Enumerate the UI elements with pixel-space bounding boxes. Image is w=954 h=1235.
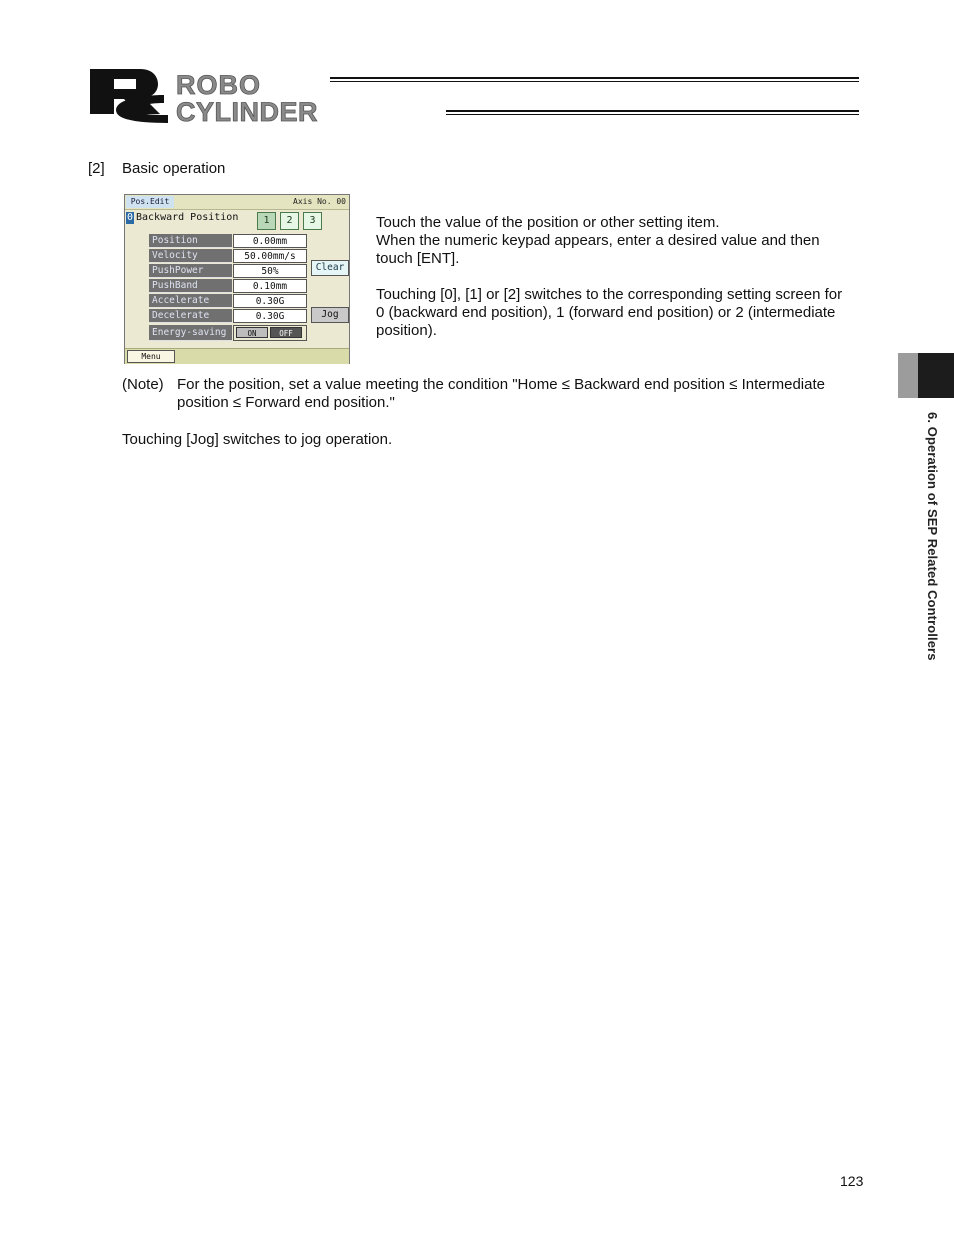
setting-label: Energy-saving	[149, 325, 232, 341]
logo-cylinder: CYLINDER	[176, 97, 319, 124]
accelerate-value[interactable]: 0.30G	[233, 294, 307, 308]
table-row	[149, 279, 307, 294]
decelerate-value[interactable]: 0.30G	[233, 309, 307, 323]
clear-button[interactable]: Clear	[311, 260, 349, 276]
push-power-value[interactable]: 50%	[233, 264, 307, 278]
chapter-side-label: 6. Operation of SEP Related Controllers	[925, 412, 940, 661]
screen-bottom-bar	[125, 348, 349, 364]
description-line: Touching [0], [1] or [2] switches to the corresponding setting screen for	[376, 286, 843, 303]
description-line: When the numeric keypad appears, enter a desired value and then	[376, 232, 820, 249]
setting-label: Accelerate	[149, 294, 232, 308]
table-row	[149, 325, 307, 342]
jog-description: Touching [Jog] switches to jog operation.	[122, 431, 393, 448]
description-block	[376, 214, 842, 340]
setting-label: PushBand	[149, 279, 232, 293]
table-row	[149, 309, 307, 324]
logo-robo: ROBO	[176, 70, 261, 100]
description-line: position).	[376, 322, 437, 339]
note-line: For the position, set a value meeting the condition "Home ≤ Backward end position ≤ Intermediate	[177, 376, 825, 393]
header-rule-bottom	[446, 110, 859, 112]
axis-number-label: Axis No. 00	[293, 197, 346, 206]
position-value[interactable]: 0.00mm	[233, 234, 307, 248]
section-title: Basic operation	[122, 160, 226, 177]
screen-title-bar	[125, 195, 349, 210]
screen-title-tab: Pos.Edit	[126, 196, 174, 208]
position-name-heading: Backward Position	[136, 212, 239, 223]
table-row	[149, 294, 307, 309]
note-label: (Note)	[122, 376, 164, 393]
table-row	[149, 264, 307, 279]
position-edit-screen	[124, 194, 350, 364]
position-index-button-0[interactable]: 0	[126, 212, 134, 223]
menu-button[interactable]: Menu	[127, 350, 175, 363]
position-tab-1[interactable]: 1	[257, 212, 276, 230]
velocity-value[interactable]: 50.00mm/s	[233, 249, 307, 263]
description-line: touch [ENT].	[376, 250, 460, 267]
table-row	[149, 234, 307, 249]
setting-label: Decelerate	[149, 309, 232, 323]
note-line: position ≤ Forward end position."	[177, 394, 395, 411]
header-rule-bottom-thin	[446, 114, 859, 115]
section-number: [2]	[88, 160, 105, 177]
description-line: Touch the value of the position or other setting item.	[376, 214, 720, 231]
header-rule-top-thin	[330, 81, 859, 82]
energy-saving-on-button[interactable]: ON	[236, 327, 268, 338]
description-line: 0 (backward end position), 1 (forward end position) or 2 (intermediate	[376, 304, 836, 321]
position-tab-2[interactable]: 2	[280, 212, 299, 230]
push-band-value[interactable]: 0.10mm	[233, 279, 307, 293]
header-rule-top	[330, 77, 859, 79]
chapter-tab-dark	[918, 353, 954, 398]
energy-saving-off-button[interactable]: OFF	[270, 327, 302, 338]
setting-label: PushPower	[149, 264, 232, 278]
setting-label: Position	[149, 234, 232, 248]
setting-label: Velocity	[149, 249, 232, 263]
position-tab-3[interactable]: 3	[303, 212, 322, 230]
chapter-tab-light	[898, 353, 918, 398]
jog-button[interactable]: Jog	[311, 307, 349, 323]
note-text	[177, 376, 825, 412]
page-number: 123	[840, 1173, 864, 1189]
table-row	[149, 249, 307, 264]
